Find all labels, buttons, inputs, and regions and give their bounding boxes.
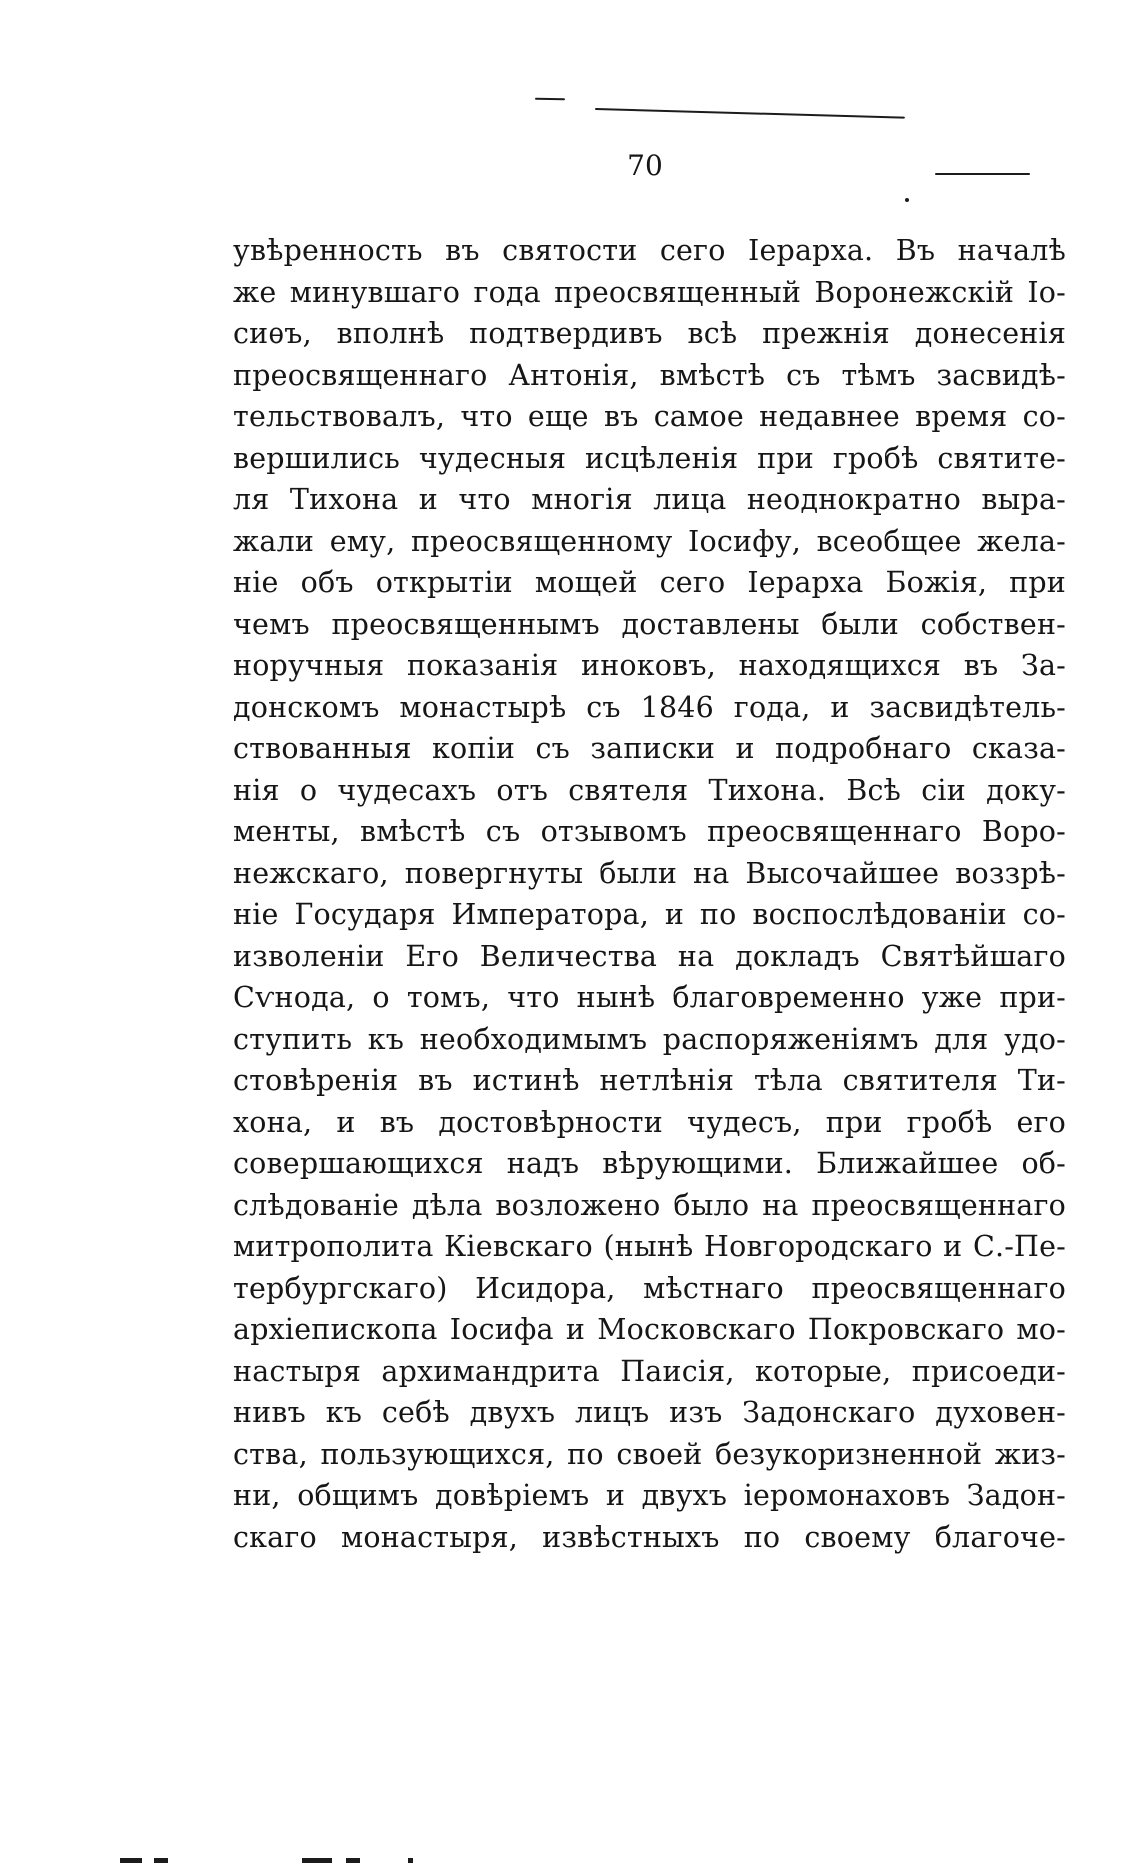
text-line: же минувшаго года преосвященный Воронежскій Іо- — [233, 275, 1066, 309]
text-line: изволеніи Его Величества на докладъ Святѣйшаго — [233, 939, 1066, 973]
text-line: ніе Государя Императора, и по воспослѣдованіи со- — [233, 898, 1066, 931]
scan-mark — [346, 1858, 360, 1863]
text-line: слѣдованіе дѣла возложено было на преосвященнаго — [233, 1188, 1066, 1222]
page-number: 70 — [627, 149, 663, 182]
scan-speck — [905, 198, 909, 202]
text-line: тербургскаго) Исидора, мѣстнаго преосвященнаго — [233, 1271, 1066, 1305]
text-line: ля Тихона и что многія лица неоднократно выра- — [233, 483, 1066, 516]
scan-mark — [408, 1858, 413, 1863]
text-line: ніе объ открытіи мощей сего Іерарха Божія, при — [233, 566, 1066, 599]
text-line: сиѳъ, вполнѣ подтвердивъ всѣ прежнія донесенія — [233, 317, 1066, 350]
scan-streak — [595, 108, 905, 119]
text-line: донскомъ монастырѣ съ 1846 года, и засвидѣтель- — [233, 690, 1066, 724]
scan-edge-marks — [120, 1858, 420, 1864]
text-line: преосвященнаго Антонія, вмѣстѣ съ тѣмъ засвидѣ- — [233, 358, 1066, 392]
text-line: архіепископа Іосифа и Московскаго Покровскаго мо- — [233, 1313, 1066, 1346]
text-line: нія о чудесахъ отъ святеля Тихона. Всѣ сіи доку- — [233, 773, 1066, 807]
text-line: нежскаго, повергнуты были на Высочайшее воззрѣ- — [233, 856, 1066, 890]
text-line: настыря архимандрита Паисія, которые, присоеди- — [233, 1354, 1066, 1388]
text-line: ни, общимъ довѣріемъ и двухъ іеромонаховъ Задон- — [233, 1479, 1066, 1512]
text-line: Сѵнода, о томъ, что нынѣ благовременно уже при- — [233, 981, 1066, 1014]
text-line: совершающихся надъ вѣрующими. Ближайшее об- — [233, 1147, 1066, 1180]
text-line: норучныя показанія иноковъ, находящихся въ За- — [233, 649, 1066, 682]
text-line: ства, пользующихся, по своей безукоризненной жиз- — [233, 1437, 1066, 1471]
scan-mark — [154, 1858, 168, 1863]
text-line: ступить къ необходимымъ распоряженіямъ для удо- — [233, 1022, 1066, 1056]
text-line: тельствовалъ, что еще въ самое недавнее время со- — [233, 400, 1066, 433]
text-line: стовѣренія въ истинѣ нетлѣнія тѣла святителя Ти- — [233, 1064, 1066, 1097]
text-line: ствованныя копіи съ записки и подробнаго сказа- — [233, 732, 1066, 765]
scan-mark — [120, 1858, 142, 1863]
text-line: хона, и въ достовѣрности чудесъ, при гробѣ его — [233, 1105, 1066, 1139]
text-line: нивъ къ себѣ двухъ лицъ изъ Задонскаго духовен- — [233, 1396, 1066, 1429]
scan-streak — [935, 173, 1030, 175]
body-text — [233, 230, 1066, 1558]
text-line: чемъ преосвященнымъ доставлены были собствен- — [233, 607, 1066, 641]
text-line: жали ему, преосвященному Іосифу, всеобщее жела- — [233, 524, 1066, 558]
text-line: увѣренность въ святости сего Іерарха. Въ началѣ — [233, 234, 1066, 267]
text-line: скаго монастыря, извѣстныхъ по своему благоче- — [233, 1520, 1066, 1554]
text-line: вершились чудесныя исцѣленія при гробѣ святите- — [233, 441, 1066, 475]
scan-mark — [302, 1858, 332, 1863]
text-line: менты, вмѣстѣ съ отзывомъ преосвященнаго Воро- — [233, 815, 1066, 848]
scan-streak — [535, 98, 565, 101]
text-line: митрополита Кіевскаго (нынѣ Новгородскаго и С.-Пе- — [233, 1230, 1066, 1263]
